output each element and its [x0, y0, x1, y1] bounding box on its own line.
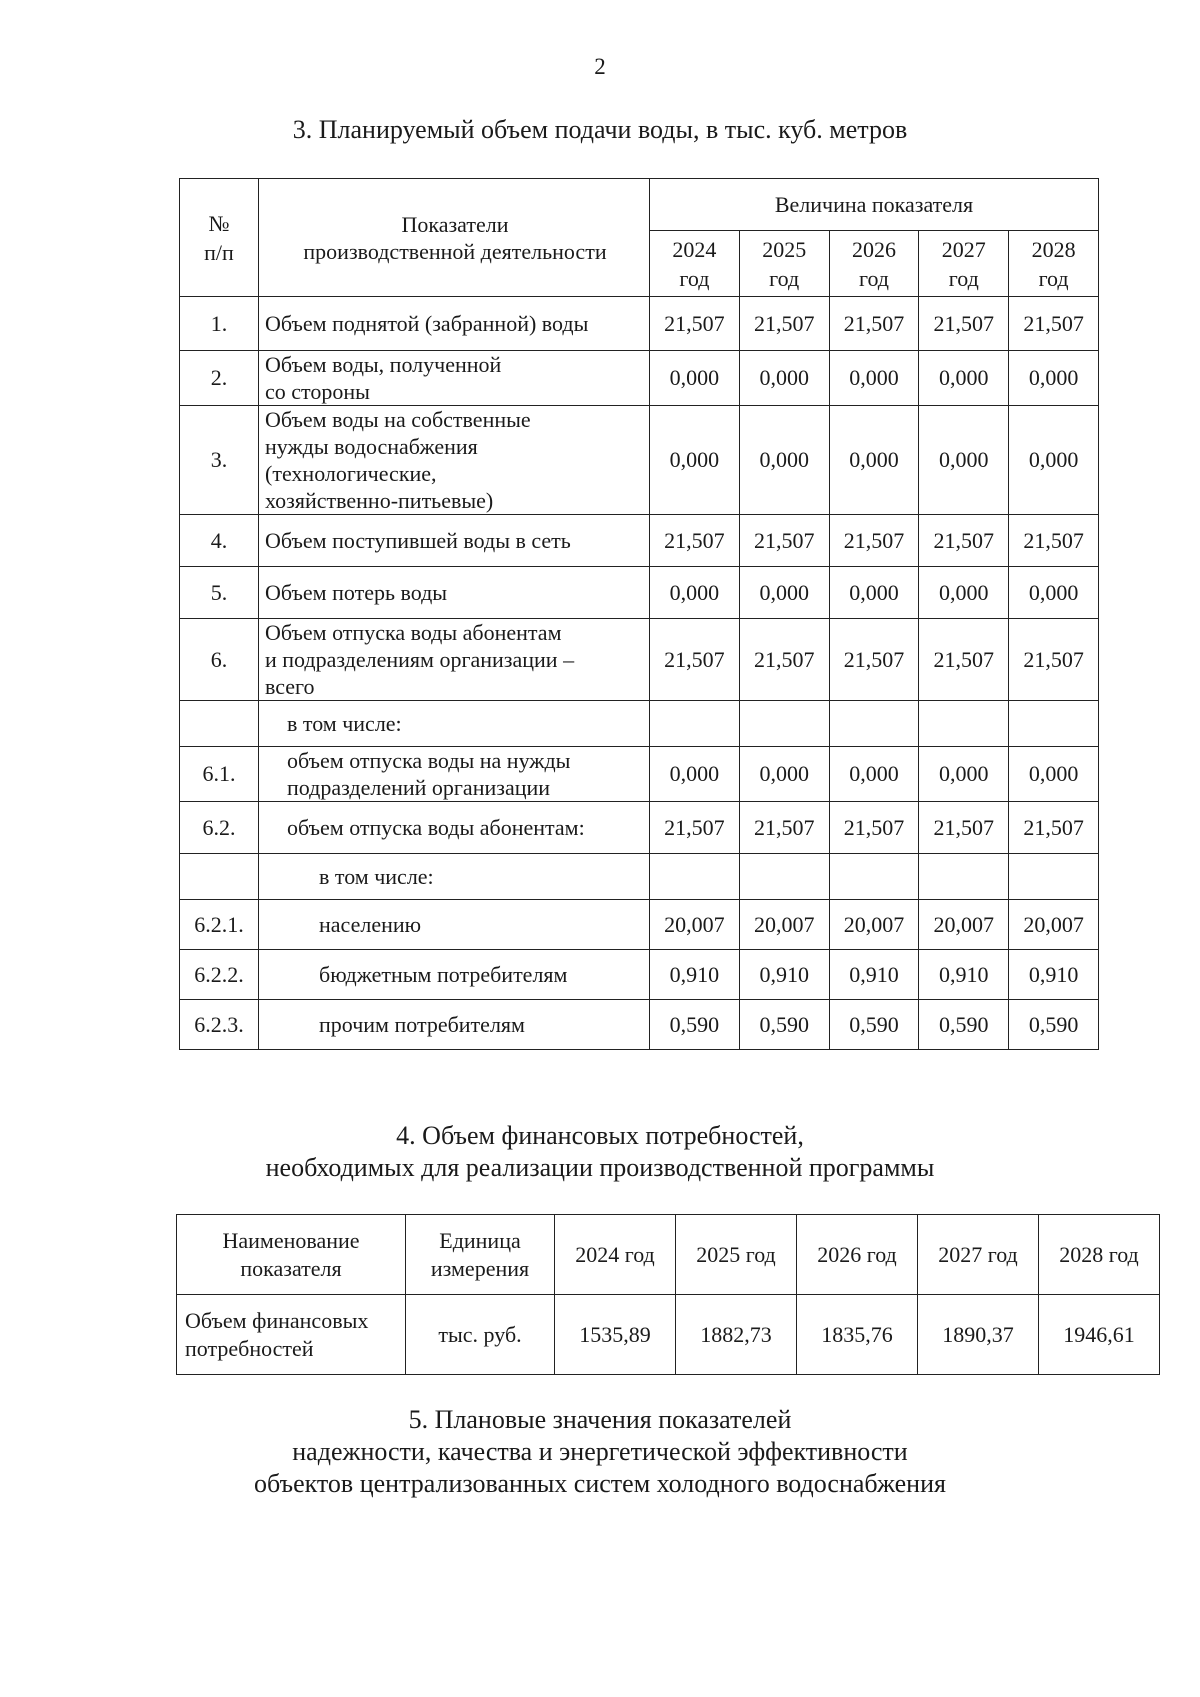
table-row: [180, 701, 1099, 747]
row-value: 20,007: [1009, 900, 1099, 950]
row-value: 0,000: [739, 747, 829, 802]
row-value: 21,507: [1009, 802, 1099, 854]
row-indicator: в том числе:: [259, 701, 650, 747]
row-value: 21,507: [739, 802, 829, 854]
section-5-title-line: объектов централизованных систем холодного водоснабжения: [254, 1469, 946, 1498]
row-value: 0,000: [650, 747, 740, 802]
header-year: 2027 год: [918, 1215, 1039, 1295]
row-number: [180, 854, 259, 900]
table-row: [180, 747, 1099, 802]
row-value: [919, 701, 1009, 747]
row-value: 21,507: [1009, 297, 1099, 351]
table-row: [180, 900, 1099, 950]
row-number: 6.2.1.: [180, 900, 259, 950]
header-year: 2024 год: [650, 231, 740, 297]
row-value: 21,507: [919, 802, 1009, 854]
table-row: [180, 1000, 1099, 1050]
table-row: [180, 802, 1099, 854]
row-value: 21,507: [739, 297, 829, 351]
row-value: 21,507: [1009, 515, 1099, 567]
header-year: 2025 год: [739, 231, 829, 297]
section-5-title-line: 5. Плановые значения показателей: [408, 1405, 792, 1434]
row-value: [650, 854, 740, 900]
row-indicator: Объем воды на собственные нужды водоснабжения (технологические, хозяйственно-питьевые): [259, 406, 650, 515]
row-value: 21,507: [919, 515, 1009, 567]
header-year: 2027 год: [919, 231, 1009, 297]
row-value: 0,000: [1009, 747, 1099, 802]
water-supply-table: [179, 178, 1099, 1050]
row-value: 1535,89: [555, 1295, 676, 1375]
row-number: 6.1.: [180, 747, 259, 802]
row-value: 0,910: [829, 950, 919, 1000]
table-row: [177, 1295, 1160, 1375]
row-value: 0,000: [919, 747, 1009, 802]
row-indicator: Объем поднятой (забранной) воды: [259, 297, 650, 351]
table-row: [180, 619, 1099, 701]
row-value: 21,507: [829, 802, 919, 854]
row-value: 0,000: [919, 567, 1009, 619]
row-indicator: прочим потребителям: [259, 1000, 650, 1050]
section-5-title: [0, 1404, 1200, 1500]
header-num: № п/п: [180, 179, 259, 297]
row-indicator: в том числе:: [259, 854, 650, 900]
row-value: 1946,61: [1039, 1295, 1160, 1375]
row-value: [739, 701, 829, 747]
row-value: 0,590: [739, 1000, 829, 1050]
row-value: 0,000: [919, 406, 1009, 515]
row-number: 6.2.: [180, 802, 259, 854]
row-number: 6.2.3.: [180, 1000, 259, 1050]
header-name: Наименование показателя: [177, 1215, 406, 1295]
section-4-title-line: 4. Объем финансовых потребностей,: [396, 1121, 804, 1150]
row-value: 0,000: [650, 406, 740, 515]
row-value: [829, 854, 919, 900]
row-value: 1882,73: [676, 1295, 797, 1375]
row-indicator: объем отпуска воды абонентам:: [259, 802, 650, 854]
row-value: 0,000: [650, 351, 740, 406]
header-year: 2026 год: [829, 231, 919, 297]
row-value: 0,000: [919, 351, 1009, 406]
table-row: [180, 406, 1099, 515]
row-value: 21,507: [650, 619, 740, 701]
row-value: [650, 701, 740, 747]
row-value: 0,590: [650, 1000, 740, 1050]
row-value: [1009, 701, 1099, 747]
row-value: [919, 854, 1009, 900]
row-number: 4.: [180, 515, 259, 567]
row-value: 21,507: [650, 297, 740, 351]
row-value: 21,507: [650, 802, 740, 854]
row-indicator: Объем отпуска воды абонентам и подразделениям организации – всего: [259, 619, 650, 701]
section-4-title-line: необходимых для реализации производственной программы: [265, 1153, 935, 1182]
row-value: 0,000: [829, 406, 919, 515]
table-row: [180, 567, 1099, 619]
row-value: 0,000: [829, 747, 919, 802]
row-name: Объем финансовых потребностей: [177, 1295, 406, 1375]
header-year: 2028 год: [1039, 1215, 1160, 1295]
header-year: 2028 год: [1009, 231, 1099, 297]
row-value: 0,910: [1009, 950, 1099, 1000]
section-4-title: [0, 1120, 1200, 1184]
row-value: 0,000: [1009, 567, 1099, 619]
row-indicator: Объем поступившей воды в сеть: [259, 515, 650, 567]
table-row: [180, 854, 1099, 900]
row-number: 6.: [180, 619, 259, 701]
section-5-title-line: надежности, качества и энергетической эффективности: [292, 1437, 908, 1466]
row-value: 21,507: [829, 515, 919, 567]
row-value: 0,910: [919, 950, 1009, 1000]
row-value: 21,507: [919, 619, 1009, 701]
row-number: 1.: [180, 297, 259, 351]
row-indicator: населению: [259, 900, 650, 950]
row-value: 21,507: [650, 515, 740, 567]
row-value: 21,507: [919, 297, 1009, 351]
row-value: 21,507: [829, 297, 919, 351]
row-value: 21,507: [829, 619, 919, 701]
row-value: [829, 701, 919, 747]
row-number: [180, 701, 259, 747]
row-indicator: бюджетным потребителям: [259, 950, 650, 1000]
row-value: 0,000: [739, 567, 829, 619]
header-indicators: Показатели производственной деятельности: [259, 179, 650, 297]
row-number: 3.: [180, 406, 259, 515]
row-value: 20,007: [650, 900, 740, 950]
row-value: 0,000: [739, 406, 829, 515]
row-value: 0,590: [919, 1000, 1009, 1050]
row-value: 0,000: [650, 567, 740, 619]
table-row: [180, 515, 1099, 567]
row-value: 1835,76: [797, 1295, 918, 1375]
row-value: [739, 854, 829, 900]
row-value: [1009, 854, 1099, 900]
header-value-group: Величина показателя: [650, 179, 1099, 231]
row-unit: тыс. руб.: [406, 1295, 555, 1375]
table-row: [180, 351, 1099, 406]
row-value: 0,910: [739, 950, 829, 1000]
table-row: [180, 950, 1099, 1000]
row-value: 20,007: [829, 900, 919, 950]
row-value: 0,000: [1009, 406, 1099, 515]
row-value: 0,000: [829, 567, 919, 619]
header-year: 2026 год: [797, 1215, 918, 1295]
page-number: 2: [594, 54, 606, 79]
row-number: 2.: [180, 351, 259, 406]
row-value: 0,590: [1009, 1000, 1099, 1050]
table-row: [180, 297, 1099, 351]
row-value: 21,507: [1009, 619, 1099, 701]
row-value: 1890,37: [918, 1295, 1039, 1375]
row-indicator: Объем потерь воды: [259, 567, 650, 619]
row-value: 0,590: [829, 1000, 919, 1050]
header-year: 2024 год: [555, 1215, 676, 1295]
row-value: 0,000: [1009, 351, 1099, 406]
financial-needs-table: [176, 1214, 1160, 1375]
row-indicator: объем отпуска воды на нужды подразделений организации: [259, 747, 650, 802]
row-value: 20,007: [919, 900, 1009, 950]
row-value: 0,000: [829, 351, 919, 406]
header-year: 2025 год: [676, 1215, 797, 1295]
row-value: 21,507: [739, 515, 829, 567]
section-3-title: 3. Планируемый объем подачи воды, в тыс. куб. метров: [292, 115, 908, 144]
row-number: 6.2.2.: [180, 950, 259, 1000]
row-value: 20,007: [739, 900, 829, 950]
row-number: 5.: [180, 567, 259, 619]
header-unit: Единица измерения: [406, 1215, 555, 1295]
row-indicator: Объем воды, полученной со стороны: [259, 351, 650, 406]
row-value: 21,507: [739, 619, 829, 701]
row-value: 0,000: [739, 351, 829, 406]
row-value: 0,910: [650, 950, 740, 1000]
